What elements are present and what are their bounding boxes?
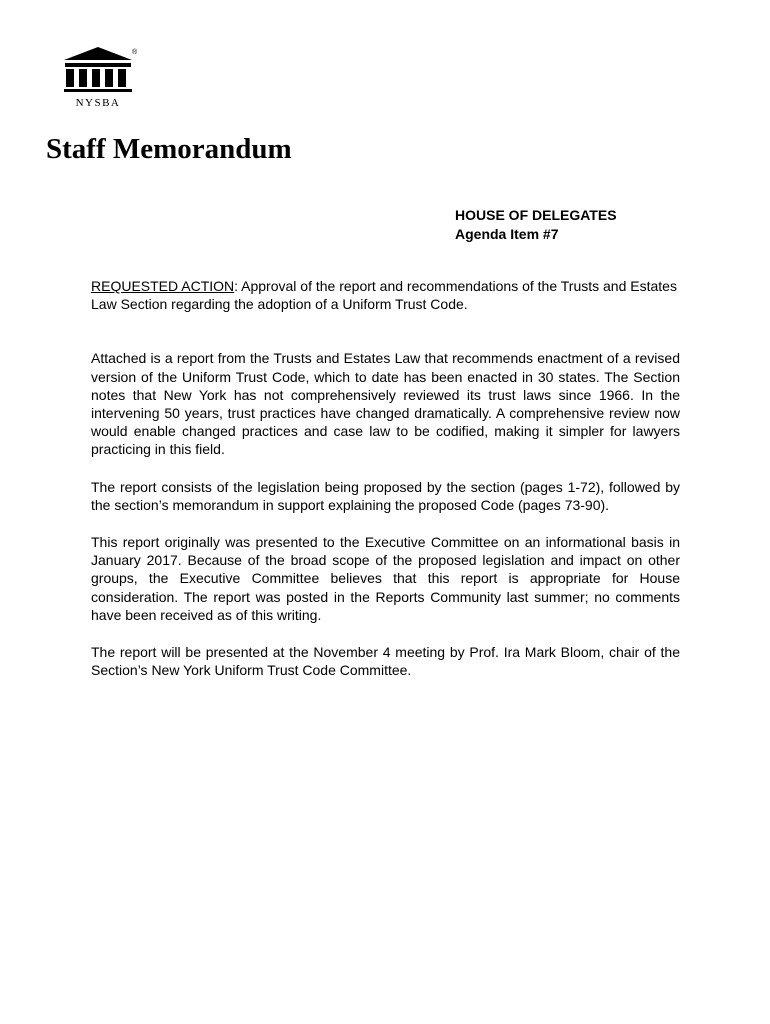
- agenda-item-number: Agenda Item #7: [455, 226, 559, 242]
- logo-text: NYSBA: [75, 97, 121, 109]
- nysba-logo: [62, 44, 138, 114]
- agenda-block: [455, 206, 617, 244]
- requested-action-text: : Approval of the report and recommendations of the Trusts and Estates Law Section regarding the adoption of a Uniform Trust Code.: [91, 278, 677, 313]
- body-paragraph-2: The report consists of the legislation being proposed by the section (pages 1-72), followed by the section’s memorandum in support explaining the proposed Code (pages 73-90).: [91, 478, 680, 513]
- courthouse-icon: [62, 44, 138, 98]
- agenda-house-of-delegates: HOUSE OF DELEGATES: [455, 207, 617, 223]
- body-paragraph-3: This report originally was presented to the Executive Committee on an informational basis in January 2017. Because of the broad scope of the proposed legislation and impact on other groups, the Executive Committee believes that this report is appropriate for House consideration. The report was posted in the Reports Community last summer; no comments have been received as of this writing.: [91, 534, 680, 623]
- registered-mark: ®: [132, 49, 138, 56]
- memo-body: [91, 277, 680, 698]
- body-paragraph-4: The report will be presented at the November 4 meeting by Prof. Ira Mark Bloom, chair of the Section’s New York Uniform Trust Code Committee.: [91, 644, 680, 679]
- body-paragraph-1: Attached is a report from the Trusts and Estates Law that recommends enactment of a revised version of the Uniform Trust Code, which to date has been enacted in 30 states. The Section notes that New York has not comprehensively reviewed its trust laws since 1966. In the intervening 50 years, trust practices have changed dramatically. A comprehensive review now would enable changed practices and case law to be codified, making it simpler for lawyers practicing in this field.: [91, 350, 680, 458]
- requested-action-label: REQUESTED ACTION: [91, 278, 235, 294]
- requested-action-paragraph: [91, 277, 680, 313]
- page-title: Staff Memorandum: [46, 133, 292, 165]
